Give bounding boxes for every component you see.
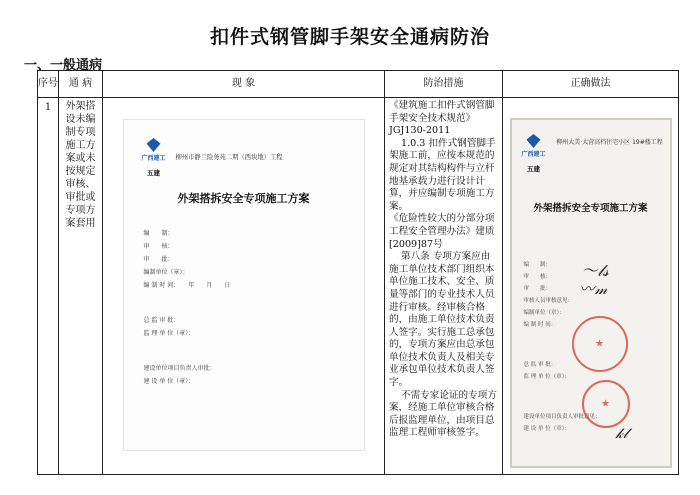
logo-icon	[527, 134, 541, 148]
field-review: 审 核：	[143, 243, 174, 250]
logo-brand: 广西建工	[141, 155, 166, 162]
red-seal-2: ★	[582, 380, 630, 428]
doc-title: 外架搭拆安全专项施工方案	[177, 192, 310, 205]
measure-ref-1: 《建筑施工扣件式钢管脚手架安全技术规范》JGJ130-2011	[389, 100, 495, 137]
defect-table	[37, 70, 679, 475]
header-measures: 防治措施	[385, 71, 503, 98]
field-supervisor: 总 监 审 批：	[143, 317, 180, 324]
project-name: 柳州市静兰险务苑二期（西块地）工程	[175, 154, 283, 161]
field-approve: 审 批：	[143, 256, 174, 263]
table-row	[38, 98, 679, 475]
field-unit: 编制单位（章）：	[143, 269, 189, 276]
correct-cell	[503, 98, 679, 475]
signoff-fields	[144, 228, 354, 389]
problem-text: 外架搭设未编制专项施工方案或未按规定审核、审批或专项方案套用	[59, 98, 103, 475]
header-phenomenon: 现 象	[103, 71, 385, 98]
phenomenon-cell	[103, 98, 385, 475]
measure-clause-1: 1.0.3 扣件式钢管脚手架施工前，应按本规范的规定对其结构构件与立杆地基承载力进行设计计算，并应编制专项施工方案。	[389, 137, 496, 212]
table-header-row	[38, 71, 679, 98]
measure-clause-3: 不需专家论证的专项方案，经施工单位审核合格后报监理单位，由项目总监理工程师审核签字。	[389, 389, 497, 439]
signature-3: 𝓀𝓁	[615, 426, 628, 442]
company-logo	[520, 134, 548, 173]
company-logo	[140, 138, 168, 177]
signature-1: 〜𝓁𝓈	[581, 261, 609, 280]
field-date: 编 制 时 间： 年 月 日	[143, 282, 231, 289]
page-title: 扣件式钢管脚手架安全通病防治	[209, 26, 490, 48]
doc-title: 外架搭拆安全专项施工方案	[533, 203, 648, 214]
header-problem: 通 病	[59, 71, 103, 98]
measure-clause-2: 第八条 专项方案应由施工单位技术部门组织本单位施工技术、安全、质量等部门的专业技术人员进行审核。经审核合格的，由施工单位技术负责人签字。实行施工总承包的，专项方案应由总承包单位技术负责人及相关专业承包单位技术负责人签字。	[389, 251, 495, 389]
field-owner-unit: 建 设 单 位（章）：	[523, 426, 570, 432]
field-supervisor: 总 监 审 批：	[523, 362, 557, 368]
field-owner-unit: 建 设 单 位（章）：	[143, 378, 195, 385]
field-owner-approve: 建设单位项目负责人审批：	[143, 365, 216, 372]
field-opinion: 审核人员审核意见：	[523, 298, 574, 304]
field-unit: 编制单位（章）：	[523, 310, 565, 316]
measure-ref-2: 《危险性较大的分部分项工程安全管理办法》建质[2009]87号	[389, 213, 495, 250]
project-name: 柳州大美·大营高档住宅小区 19#楼工程	[556, 139, 663, 146]
measures-cell	[385, 98, 503, 475]
logo-icon	[147, 138, 161, 152]
wrong-practice-photo	[124, 120, 364, 450]
logo-sub: 五建	[147, 169, 160, 177]
field-compile: 编 制：	[523, 262, 552, 268]
correct-practice-photo	[512, 120, 670, 466]
field-owner-approve: 建设单位项目负责人审批意见：	[523, 414, 601, 420]
field-supervision-unit: 监 理 单 位（章）：	[143, 330, 195, 337]
header-correct: 正确做法	[503, 71, 679, 98]
field-approve: 审 批：	[523, 286, 552, 292]
row-index: 1	[38, 98, 59, 475]
field-compile: 编 制：	[143, 230, 174, 237]
field-date: 编 制 时 间：	[523, 322, 557, 328]
field-review: 审 核：	[523, 274, 552, 280]
header-index: 序号	[38, 71, 59, 98]
logo-sub: 五建	[527, 165, 540, 173]
signature-2: 〰𝓂	[579, 280, 608, 298]
section-heading: 一、一般通病	[24, 58, 103, 73]
field-supervision-unit: 监 理 单 位（章）：	[523, 374, 570, 380]
logo-brand: 广西建工	[521, 151, 546, 158]
red-seal-1: ★	[572, 316, 628, 372]
